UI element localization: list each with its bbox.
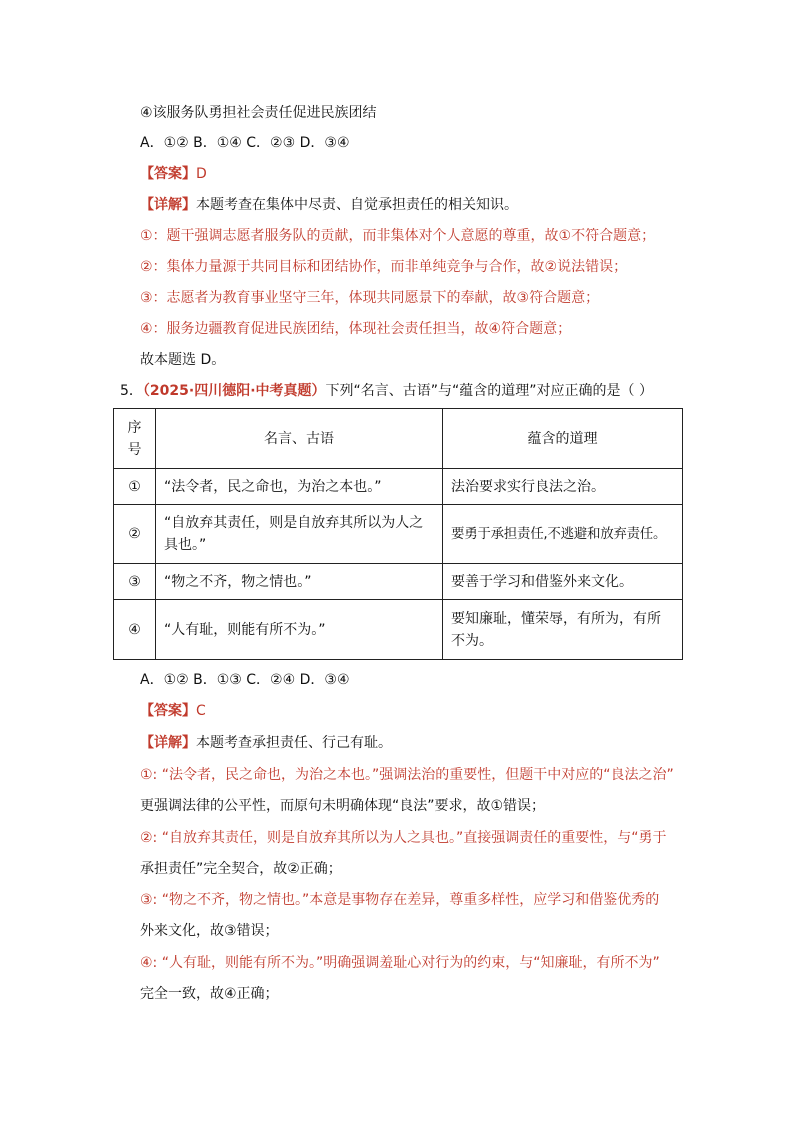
question-number: 5．: [120, 383, 143, 399]
detail-tag: 【详解】: [140, 197, 196, 213]
header-meaning: 蕴含的道理: [443, 409, 683, 469]
row-index: ④: [114, 600, 156, 660]
row-quote: “自放弃其责任，则是自放弃其所以为人之具也。”: [156, 505, 443, 564]
analysis-line: 完全一致，故④正确；: [140, 986, 279, 1002]
question-stem: 下列“名言、古语”与“蕴含的道理”对应正确的是（ ）: [325, 383, 653, 399]
row-meaning: 法治要求实行良法之治。: [443, 469, 683, 505]
analysis-line: 外来文化，故③错误；: [140, 923, 279, 939]
analysis-line: ②: “自放弃其责任，则是自放弃其所以为人之具也。”直接强调责任的重要性，与“勇于: [140, 830, 667, 846]
choices-line: A．①② B．①④ C．②③ D．③④: [140, 135, 350, 151]
analysis-line: 承担责任”完全契合，故②正确；: [140, 861, 342, 877]
choices-line: A．①② B．①③ C．②④ D．③④: [140, 672, 350, 688]
row-index: ①: [114, 469, 156, 505]
header-quote: 名言、古语: [156, 409, 443, 469]
table-row: [114, 505, 683, 564]
analysis-line: ④：服务边疆教育促进民族团结，体现社会责任担当，故④符合题意；: [140, 321, 572, 337]
analysis-line: 更强调法律的公平性，而原句未明确体现“良法”要求，故①错误；: [140, 798, 546, 814]
table-row: [114, 600, 683, 660]
detail-tag: 【详解】: [140, 735, 196, 751]
detail-line: [140, 733, 392, 753]
row-meaning: 要勇于承担责任,不逃避和放弃责任。: [443, 505, 683, 564]
analysis-line: ①: “法令者，民之命也，为治之本也。”强调法治的重要性，但题干中对应的“良法之治”: [140, 767, 674, 783]
answer-tag: 【答案】: [140, 703, 196, 719]
analysis-line: ③：志愿者为教育事业坚守三年，体现共同愿景下的奉献，故③符合题意；: [140, 290, 600, 306]
row-meaning: 要知廉耻，懂荣辱，有所为，有所不为。: [443, 600, 683, 660]
row-quote: “人有耻，则能有所不为。”: [156, 600, 443, 660]
detail-intro: 本题考查承担责任、行己有耻。: [196, 735, 392, 751]
table-row: [114, 564, 683, 600]
row-quote: “法令者，民之命也，为治之本也。”: [156, 469, 443, 505]
row-index: ③: [114, 564, 156, 600]
answer-value: D: [196, 166, 207, 182]
answer-line: [140, 701, 206, 721]
question-5-stem: [120, 381, 653, 401]
analysis-line: ②：集体力量源于共同目标和团结协作，而非单纯竞争与合作，故②说法错误；: [140, 259, 628, 275]
conclusion-line: 故本题选 D。: [140, 352, 226, 368]
row-index: ②: [114, 505, 156, 564]
analysis-line: ④: “人有耻，则能有所不为。”明确强调羞耻心对行为的约束，与“知廉耻，有所不为”: [140, 955, 660, 971]
question-source: （2025·四川德阳·中考真题）: [142, 383, 326, 399]
answer-tag: 【答案】: [140, 166, 196, 182]
table-row: [114, 469, 683, 505]
answer-value: C: [196, 703, 206, 719]
table-header-row: [114, 409, 683, 469]
option-4-text: ④该服务队勇担社会责任促进民族团结: [140, 105, 377, 121]
answer-line: [140, 164, 207, 184]
detail-line: [140, 195, 518, 215]
analysis-line: ③: “物之不齐，物之情也。”本意是事物存在差异，尊重多样性，应学习和借鉴优秀的: [140, 892, 660, 908]
analysis-line: ①：题干强调志愿者服务队的贡献，而非集体对个人意愿的尊重，故①不符合题意；: [140, 228, 656, 244]
quote-table: [113, 408, 683, 660]
detail-intro: 本题考查在集体中尽责、自觉承担责任的相关知识。: [196, 197, 518, 213]
header-index: 序号: [114, 409, 156, 469]
row-meaning: 要善于学习和借鉴外来文化。: [443, 564, 683, 600]
row-quote: “物之不齐，物之情也。”: [156, 564, 443, 600]
